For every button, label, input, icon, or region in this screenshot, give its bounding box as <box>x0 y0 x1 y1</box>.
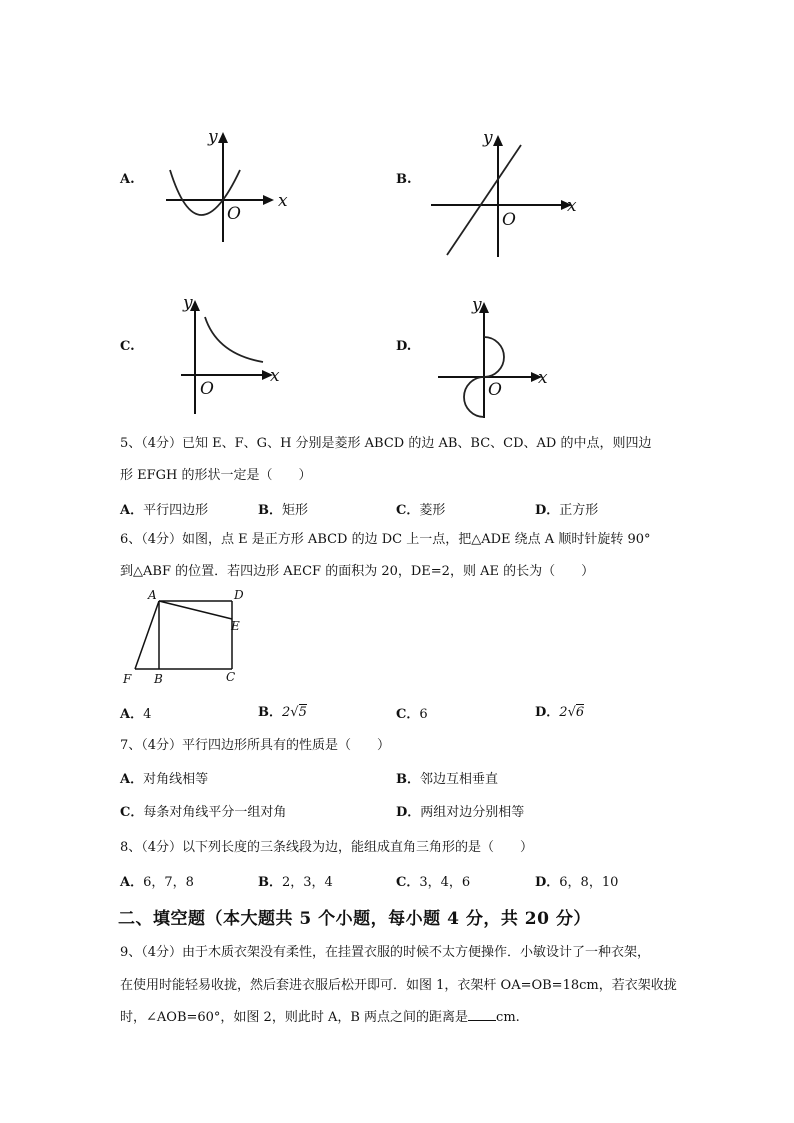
y-label: y <box>183 293 193 313</box>
answer-blank[interactable] <box>468 1008 496 1021</box>
option-text: 邻边互相垂直 <box>420 772 499 787</box>
y-label: y <box>208 127 218 147</box>
point-c-label: C <box>226 670 236 684</box>
q8-option-b[interactable] <box>258 871 333 890</box>
question-6-line-2: 到△ABF 的位置．若四边形 AECF 的面积为 20，DE=2，则 AE 的长为（ ） <box>120 564 595 579</box>
x-label: x <box>538 368 548 388</box>
q6-option-c[interactable] <box>396 703 428 722</box>
q7-option-c[interactable] <box>120 801 286 820</box>
option-letter: D． <box>535 503 560 518</box>
radical-sign-icon: √ <box>567 705 576 720</box>
lower-semicircle-curve <box>464 377 484 417</box>
inverse-proportion-curve <box>205 317 263 362</box>
option-letter: A． <box>120 707 144 722</box>
option-letter: D． <box>535 705 560 720</box>
point-d-label: D <box>234 588 244 602</box>
option-text: 矩形 <box>282 503 309 518</box>
y-label: y <box>483 128 493 148</box>
y-label: y <box>472 295 482 315</box>
option-text: 平行四边形 <box>143 503 209 518</box>
origin-label: O <box>488 380 502 400</box>
option-text: 2，3，4 <box>282 875 333 890</box>
option-letter: C． <box>120 805 144 820</box>
option-letter: A． <box>120 875 144 890</box>
option-text: 对角线相等 <box>143 772 209 787</box>
segment-ae <box>159 601 232 619</box>
y-arrow-icon <box>218 132 228 143</box>
upper-semicircle-curve <box>484 337 504 377</box>
q7-option-b[interactable] <box>396 768 498 787</box>
option-letter: D． <box>396 805 421 820</box>
q8-option-c[interactable] <box>396 871 470 890</box>
option-text: 6，8，10 <box>559 875 619 890</box>
option-letter: B． <box>258 503 282 518</box>
question-5-line-2: 形 EFGH 的形状一定是（ ） <box>120 468 312 483</box>
radical-coefficient: 2 <box>282 705 291 720</box>
question-9-line-3 <box>120 1008 520 1028</box>
question-5-line-1: 5、（4分）已知 E、F、G、H 分别是菱形 ABCD 的边 AB、BC、CD、AD 的中点，则四边 <box>120 436 652 451</box>
q8-option-d[interactable] <box>535 871 618 890</box>
option-text: 正方形 <box>559 503 599 518</box>
x-label: x <box>270 366 280 386</box>
option-letter: B． <box>258 875 282 890</box>
y-arrow-icon <box>493 135 503 146</box>
x-label: x <box>278 191 288 211</box>
option-letter: A． <box>120 772 144 787</box>
origin-label: O <box>200 379 214 399</box>
point-b-label: B <box>154 672 163 686</box>
question-8-line-1: 8、（4分）以下列长度的三条线段为边，能组成直角三角形的是（ ） <box>120 840 534 855</box>
graph-b <box>425 125 585 265</box>
unit-label: cm. <box>496 1010 520 1025</box>
question-9-line-3-text: 时，∠AOB=60°，如图 2，则此时 A，B 两点之间的距离是 <box>120 1010 469 1025</box>
option-text: 每条对角线平分一组对角 <box>143 805 287 820</box>
q5-option-d[interactable] <box>535 499 598 518</box>
q8-option-a[interactable] <box>120 871 194 890</box>
point-f-label: F <box>123 672 132 686</box>
graph-d <box>432 290 562 430</box>
x-arrow-icon <box>263 195 274 205</box>
segment-af <box>135 601 159 669</box>
question-6-line-1: 6、（4分）如图，点 E 是正方形 ABCD 的边 DC 上一点，把△ADE 绕点 A 顺时针旋转 90° <box>120 532 651 547</box>
option-text: 6 <box>419 707 428 722</box>
option-b-label: B. <box>396 172 412 187</box>
option-c-label: C. <box>120 339 135 354</box>
option-text: 4 <box>143 707 152 722</box>
radicand: 6 <box>575 705 585 720</box>
square-figure <box>118 585 258 690</box>
graph-a <box>150 120 290 250</box>
option-text: 两组对边分别相等 <box>420 805 525 820</box>
q5-option-c[interactable] <box>396 499 445 518</box>
q5-option-b[interactable] <box>258 499 308 518</box>
q6-option-d[interactable] <box>535 701 584 720</box>
point-e-label: E <box>231 619 240 633</box>
q6-option-a[interactable] <box>120 703 151 722</box>
option-text: 菱形 <box>419 503 446 518</box>
radicand: 5 <box>298 705 307 720</box>
x-label: x <box>567 196 577 216</box>
question-9-line-1: 9、（4分）由于木质衣架没有柔性，在挂置衣服的时候不太方便操作．小敏设计了一种衣架， <box>120 945 651 960</box>
section-title: 二、填空题（本大题共 5 个小题，每小题 4 分，共 20 分） <box>118 909 591 929</box>
question-9-line-2: 在使用时能轻易收拢，然后套进衣服后松开即可．如图 1，衣架杆 OA=OB=18cm，若衣架收拢 <box>120 978 677 993</box>
radical-coefficient: 2 <box>559 705 568 720</box>
option-letter: C． <box>396 707 420 722</box>
question-7-line-1: 7、（4分）平行四边形所具有的性质是（ ） <box>120 738 391 753</box>
option-d-label: D. <box>396 339 412 354</box>
option-letter: B． <box>396 772 420 787</box>
option-letter: D． <box>535 875 560 890</box>
q5-option-a[interactable] <box>120 499 208 518</box>
point-a-label: A <box>148 588 157 602</box>
q7-option-a[interactable] <box>120 768 208 787</box>
option-letter: C． <box>396 503 420 518</box>
q6-option-b[interactable] <box>258 701 307 720</box>
option-a-label: A. <box>120 172 135 187</box>
option-text: 6，7，8 <box>143 875 194 890</box>
graph-c <box>175 290 295 420</box>
option-text: 3，4，6 <box>419 875 471 890</box>
option-letter: B． <box>258 705 282 720</box>
option-letter: A． <box>120 503 144 518</box>
origin-label: O <box>502 210 516 230</box>
origin-label: O <box>227 204 241 224</box>
q7-option-d[interactable] <box>396 801 524 820</box>
radical-sign-icon: √ <box>290 705 299 720</box>
option-letter: C． <box>396 875 420 890</box>
linear-function-line <box>447 145 521 255</box>
